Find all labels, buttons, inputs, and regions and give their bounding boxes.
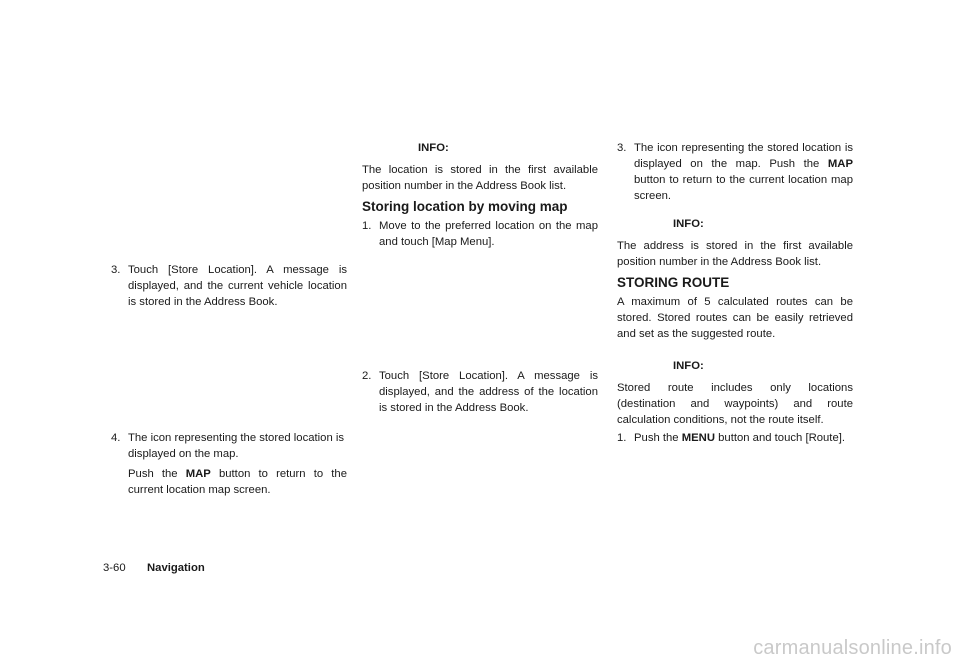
column-right	[617, 140, 853, 446]
info-label: INFO:	[673, 360, 704, 372]
column-middle	[362, 140, 598, 250]
step-1-push-menu: 1. Push the MENU button and touch [Route].	[617, 432, 846, 444]
info-label: INFO:	[418, 142, 449, 154]
section-heading-storing-route: STORING ROUTE	[617, 275, 730, 290]
column-middle-lower	[362, 368, 598, 416]
step-1-move-map: 1. Move to the preferred location on the map and touch [Map Menu].	[362, 220, 598, 248]
step-3-icon-displayed: 3. The icon representing the stored location is displayed on the map. Push the MAP button to return to the current location map screen.	[617, 142, 853, 202]
step-3-store-location: 3. Touch [Store Location]. A message is displayed, and the current vehicle location is stored in the Address Book.	[111, 264, 347, 308]
column-left	[111, 262, 347, 310]
watermark: carmanualsonline.info	[753, 637, 952, 659]
page-number: 3-60	[103, 562, 126, 574]
step-4-push-map: Push the MAP button to return to the current location map screen.	[128, 468, 347, 496]
map-button-label: MAP	[827, 158, 853, 170]
menu-button-label: MENU	[681, 432, 715, 444]
section-heading-moving-map: Storing location by moving map	[362, 199, 568, 214]
route-description: A maximum of 5 calculated routes can be stored. Stored routes can be easily retrieved and set as the suggested route.	[617, 296, 853, 340]
map-button-label: MAP	[185, 468, 211, 480]
step-2-store-location: 2. Touch [Store Location]. A message is displayed, and the address of the location is stored in the Address Book.	[362, 370, 598, 414]
info-text: The address is stored in the first available position number in the Address Book list.	[617, 240, 853, 268]
column-left-lower	[111, 430, 347, 498]
info-text: The location is stored in the first available position number in the Address Book list.	[362, 164, 598, 192]
section-name: Navigation	[147, 562, 205, 574]
info-label: INFO:	[673, 218, 704, 230]
step-4-icon-displayed: 4. The icon representing the stored location is displayed on the map.	[111, 432, 345, 460]
info-text: Stored route includes only locations (destination and waypoints) and route calculation conditions, not the route itself.	[617, 382, 853, 426]
page-footer	[103, 562, 205, 574]
